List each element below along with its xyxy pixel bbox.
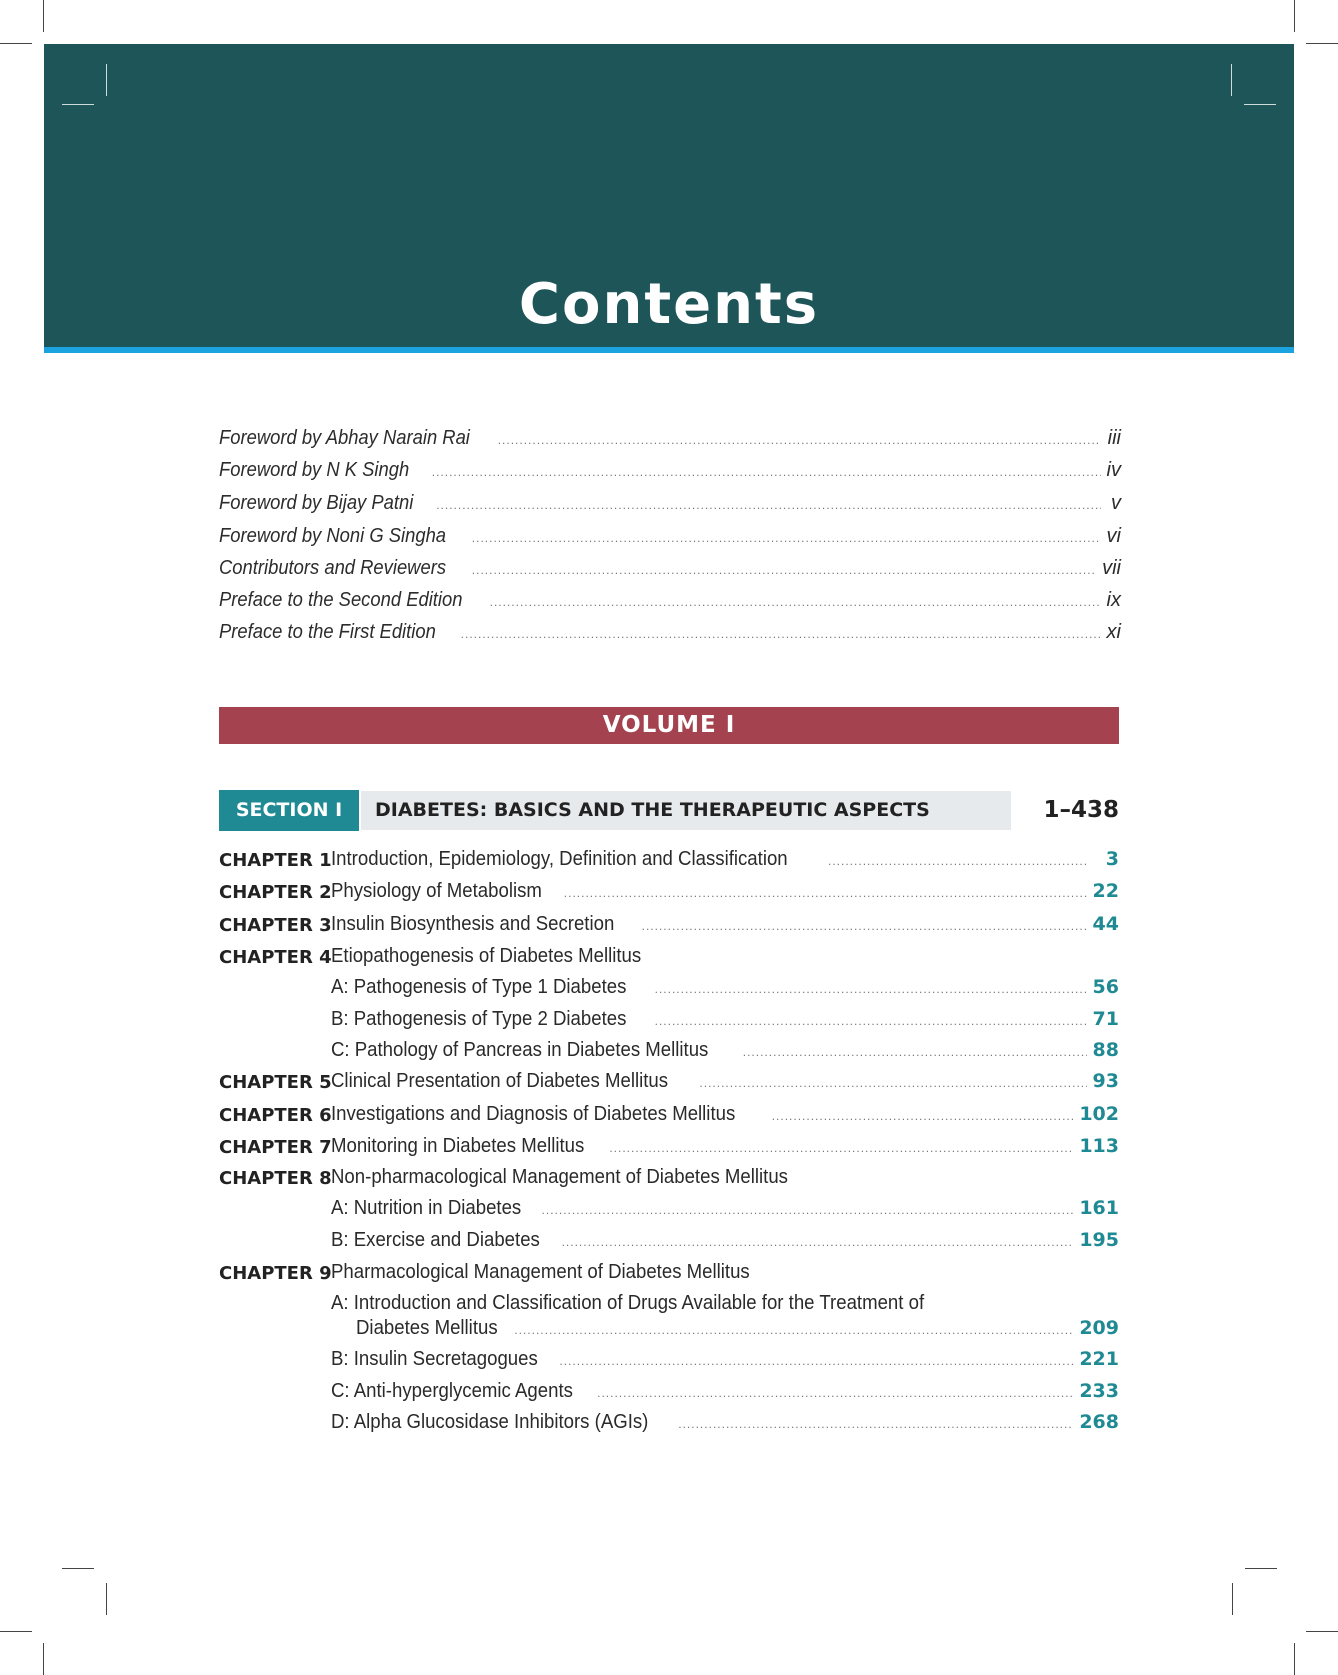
entry-title: Diabetes Mellitus — [356, 1317, 498, 1339]
dot-leader — [498, 433, 1101, 447]
dot-leader — [564, 886, 1087, 900]
page-number: xi — [1106, 621, 1121, 643]
dot-leader — [436, 498, 1101, 512]
entry-title: Monitoring in Diabetes Mellitus — [331, 1135, 585, 1157]
entry-title: C: Anti-hyperglycemic Agents — [331, 1380, 573, 1402]
page-number: 44 — [1092, 913, 1119, 935]
page-number: 56 — [1092, 976, 1119, 998]
dot-leader — [772, 1109, 1074, 1123]
dot-leader — [655, 982, 1087, 996]
crop-mark — [43, 1643, 44, 1675]
entry-title: Contributors and Reviewers — [219, 557, 447, 579]
entry-title: Non-pharmacological Management of Diabetes Mellitus — [331, 1166, 788, 1188]
page-number: 268 — [1079, 1411, 1119, 1433]
page-number: 209 — [1079, 1317, 1119, 1339]
entry-title: Investigations and Diagnosis of Diabetes Mellitus — [331, 1103, 736, 1125]
dot-leader — [432, 465, 1101, 479]
toc-entry[interactable] — [331, 1411, 1119, 1441]
chapter-label: CHAPTER 8 — [219, 1168, 332, 1189]
entry-title: B: Pathogenesis of Type 2 Diabetes — [331, 1008, 627, 1030]
crop-mark — [43, 0, 44, 32]
toc-entry[interactable] — [331, 1166, 1119, 1196]
crop-mark — [1232, 1583, 1233, 1615]
front-matter-item[interactable] — [219, 427, 1121, 457]
toc-entry[interactable] — [331, 1135, 1119, 1165]
toc-entry[interactable] — [331, 945, 1119, 975]
entry-title: Foreword by Abhay Narain Rai — [219, 427, 470, 449]
page-number: 93 — [1092, 1070, 1119, 1092]
chapter-label: CHAPTER 3 — [219, 915, 332, 936]
page-number: 22 — [1092, 880, 1119, 902]
page-title: Contents — [518, 272, 820, 337]
crop-mark — [0, 43, 32, 44]
entry-title: Foreword by Noni G Singha — [219, 525, 447, 547]
crop-mark — [106, 64, 107, 96]
chapter-label: CHAPTER 7 — [219, 1137, 332, 1158]
page-number: 221 — [1079, 1348, 1119, 1370]
crop-mark — [62, 1568, 94, 1569]
chapter-label: CHAPTER 4 — [219, 947, 332, 968]
section-page-range: 1–438 — [1043, 797, 1119, 823]
entry-title: Insulin Biosynthesis and Secretion — [331, 913, 615, 935]
front-matter-item[interactable] — [219, 459, 1121, 489]
toc-entry[interactable] — [331, 913, 1119, 943]
chapter-label: CHAPTER 6 — [219, 1105, 332, 1126]
entry-title: Clinical Presentation of Diabetes Mellitus — [331, 1070, 669, 1092]
section-title: DIABETES: BASICS AND THE THERAPEUTIC ASPECTS — [361, 791, 1011, 830]
crop-mark — [1231, 64, 1232, 96]
toc-entry[interactable] — [331, 1197, 1119, 1227]
toc-entry[interactable] — [331, 880, 1119, 910]
contents-header — [44, 44, 1294, 353]
entry-title: Foreword by N K Singh — [219, 459, 410, 481]
entry-title: A: Nutrition in Diabetes — [331, 1197, 522, 1219]
page-number: iv — [1106, 459, 1121, 481]
toc-entry[interactable] — [331, 1229, 1119, 1259]
crop-mark — [62, 104, 94, 105]
page-number: vi — [1106, 525, 1121, 547]
toc-entry[interactable] — [331, 1261, 1119, 1291]
dot-leader — [461, 627, 1101, 641]
page-number: vii — [1102, 557, 1121, 579]
front-matter-item[interactable] — [219, 589, 1121, 619]
front-matter-item[interactable] — [219, 557, 1121, 587]
entry-title: C: Pathology of Pancreas in Diabetes Mellitus — [331, 1039, 709, 1061]
page-number: 3 — [1105, 848, 1119, 870]
chapter-label: CHAPTER 9 — [219, 1263, 332, 1284]
crop-mark — [1294, 1643, 1295, 1675]
section-tag: SECTION I — [219, 790, 359, 831]
dot-leader — [597, 1386, 1073, 1400]
dot-leader — [642, 919, 1087, 933]
front-matter-item[interactable] — [219, 525, 1121, 555]
entry-title: Physiology of Metabolism — [331, 880, 542, 902]
page-number: 161 — [1079, 1197, 1119, 1219]
crop-mark — [0, 1631, 32, 1632]
page-number: 195 — [1079, 1229, 1119, 1251]
entry-title: A: Introduction and Classification of Drugs Available for the Treatment of — [331, 1292, 925, 1314]
entry-title: D: Alpha Glucosidase Inhibitors (AGIs) — [331, 1411, 649, 1433]
toc-entry[interactable] — [331, 1380, 1119, 1410]
entry-title: B: Insulin Secretagogues — [331, 1348, 538, 1370]
dot-leader — [562, 1235, 1074, 1249]
entry-title: Preface to the First Edition — [219, 621, 436, 643]
toc-entry[interactable] — [331, 848, 1119, 878]
entry-title: B: Exercise and Diabetes — [331, 1229, 540, 1251]
entry-title: A: Pathogenesis of Type 1 Diabetes — [331, 976, 627, 998]
entry-title: Preface to the Second Edition — [219, 589, 463, 611]
dot-leader — [490, 595, 1101, 609]
crop-mark — [1306, 43, 1338, 44]
toc-entry[interactable] — [331, 1008, 1119, 1038]
toc-entry[interactable] — [331, 1348, 1119, 1378]
entry-title: Etiopathogenesis of Diabetes Mellitus — [331, 945, 642, 967]
dot-leader — [514, 1323, 1073, 1337]
toc-entry[interactable] — [356, 1317, 1119, 1347]
chapter-label: CHAPTER 5 — [219, 1072, 332, 1093]
dot-leader — [542, 1203, 1074, 1217]
dot-leader — [678, 1417, 1073, 1431]
page-number: iii — [1107, 427, 1121, 449]
dot-leader — [655, 1014, 1087, 1028]
toc-entry[interactable] — [331, 1070, 1119, 1100]
chapter-label: CHAPTER 1 — [219, 850, 332, 871]
entry-title: Foreword by Bijay Patni — [219, 492, 414, 514]
page-number: 102 — [1079, 1103, 1119, 1125]
crop-mark — [106, 1583, 107, 1615]
dot-leader — [743, 1045, 1087, 1059]
page-number: 113 — [1079, 1135, 1119, 1157]
crop-mark — [1245, 1568, 1277, 1569]
front-matter-item[interactable] — [219, 621, 1121, 651]
volume-heading: VOLUME I — [219, 707, 1119, 744]
crop-mark — [1244, 104, 1276, 105]
page-number: 233 — [1079, 1380, 1119, 1402]
crop-mark — [1294, 0, 1295, 32]
toc-entry[interactable] — [331, 1039, 1119, 1069]
entry-title: Introduction, Epidemiology, Definition and Classification — [331, 848, 788, 870]
page-number: ix — [1106, 589, 1121, 611]
dot-leader — [828, 854, 1087, 868]
dot-leader — [609, 1141, 1073, 1155]
entry-title: Pharmacological Management of Diabetes Mellitus — [331, 1261, 750, 1283]
front-matter-item[interactable] — [219, 492, 1121, 522]
page-number: 71 — [1092, 1008, 1119, 1030]
dot-leader — [472, 563, 1096, 577]
page-number: 88 — [1092, 1039, 1119, 1061]
toc-entry[interactable] — [331, 976, 1119, 1006]
toc-entry[interactable] — [331, 1103, 1119, 1133]
crop-mark — [1306, 1631, 1338, 1632]
page-number: v — [1111, 492, 1121, 514]
dot-leader — [559, 1354, 1073, 1368]
dot-leader — [699, 1076, 1086, 1090]
chapter-label: CHAPTER 2 — [219, 882, 332, 903]
dot-leader — [472, 531, 1101, 545]
